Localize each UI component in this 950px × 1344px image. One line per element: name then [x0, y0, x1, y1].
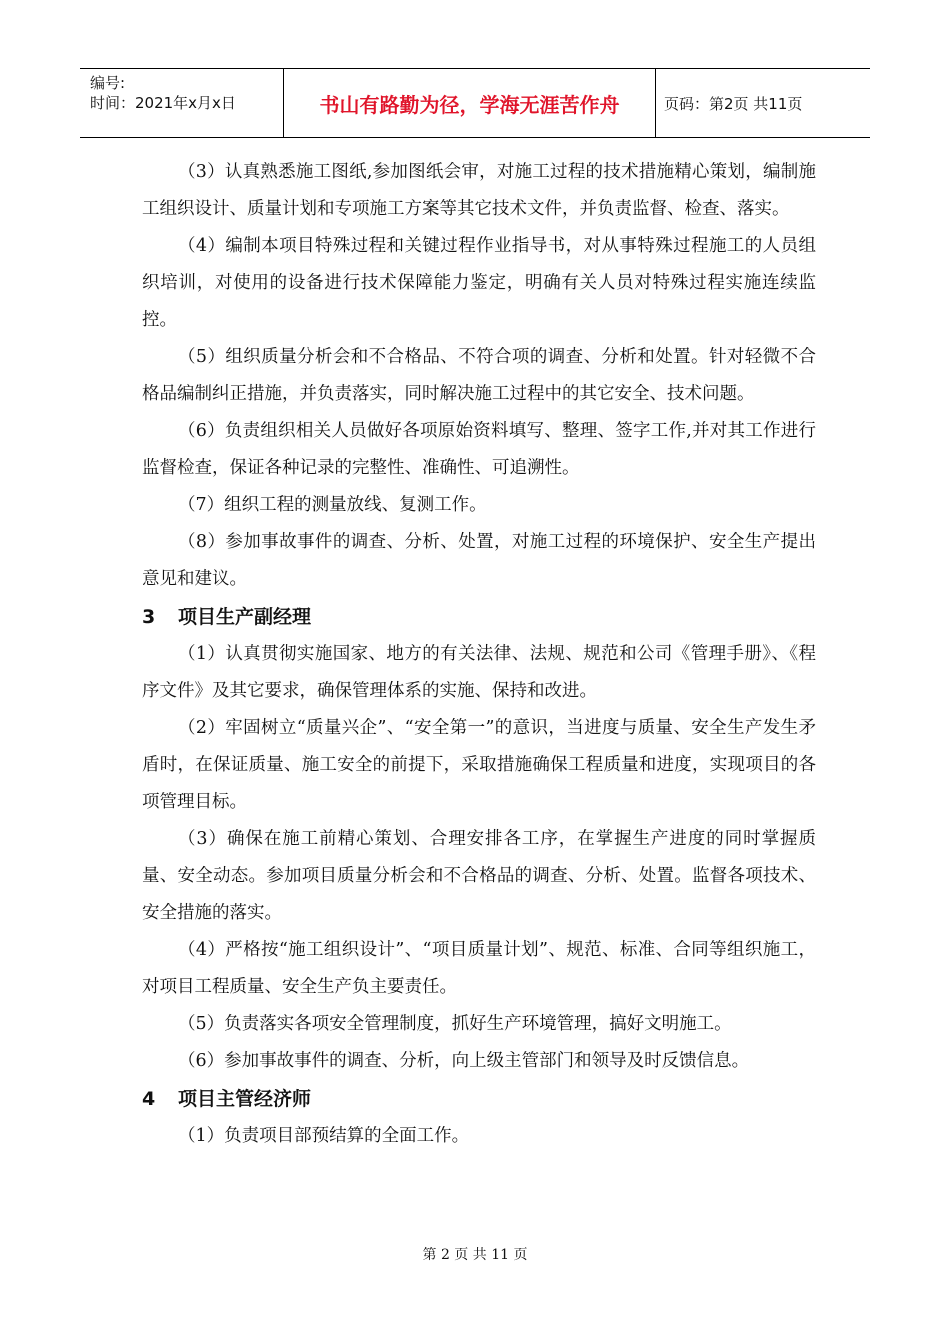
- date-label: 时间：2021年x月x日: [90, 94, 236, 112]
- paragraph: （1）认真贯彻实施国家、地方的有关法律、法规、规范和公司《管理手册》、《程序文件》及其它要求，确保管理体系的实施、保持和改进。: [142, 644, 816, 701]
- paragraph: （1）负责项目部预结算的全面工作。: [178, 1126, 470, 1146]
- section-heading-3: [142, 598, 816, 636]
- page-footer: 第 2 页 共 11 页: [422, 1247, 528, 1263]
- header-page-info: 页码：第2页 共11页: [664, 94, 803, 113]
- header-left: [80, 69, 283, 137]
- paragraph: （3）认真熟悉施工图纸,参加图纸会审，对施工过程的技术措施精心策划，编制施工组织设计、质量计划和专项施工方案等其它技术文件，并负责监督、检查、落实。: [142, 162, 816, 219]
- paragraph: （6）负责组织相关人员做好各项原始资料填写、整理、签字工作,并对其工作进行监督检查，保证各种记录的完整性、准确性、可追溯性。: [142, 421, 816, 478]
- page-header: [80, 68, 870, 138]
- section-number: 4: [142, 1088, 156, 1110]
- paragraph: （3）确保在施工前精心策划、合理安排各工序，在掌握生产进度的同时掌握质量、安全动态。参加项目质量分析会和不合格品的调查、分析、处置。监督各项技术、安全措施的落实。: [142, 829, 816, 923]
- section-number: 3: [142, 606, 156, 628]
- document-body: [142, 154, 816, 1155]
- number-label: 编号:: [90, 74, 126, 92]
- paragraph: （8）参加事故事件的调查、分析、处置，对施工过程的环境保护、安全生产提出意见和建议。: [142, 532, 816, 589]
- paragraph: （5）负责落实各项安全管理制度，抓好生产环境管理，搞好文明施工。: [178, 1014, 732, 1034]
- paragraph: （2）牢固树立“质量兴企”、“安全第一”的意识，当进度与质量、安全生产发生矛盾时，在保证质量、施工安全的前提下，采取措施确保工程质量和进度，实现项目的各项管理目标。: [142, 718, 816, 812]
- paragraph: （4）编制本项目特殊过程和关键过程作业指导书，对从事特殊过程施工的人员组织培训，对使用的设备进行技术保障能力鉴定，明确有关人员对特殊过程实施连续监控。: [142, 236, 816, 330]
- paragraph: （7）组织工程的测量放线、复测工作。: [178, 495, 487, 515]
- paragraph: （4）严格按“施工组织设计”、“项目质量计划”、规范、标准、合同等组织施工，对项目工程质量、安全生产负主要责任。: [142, 940, 816, 997]
- paragraph: （5）组织质量分析会和不合格品、不符合项的调查、分析和处置。针对轻微不合格品编制纠正措施，并负责落实，同时解决施工过程中的其它安全、技术问题。: [142, 347, 816, 404]
- section-heading-4: [142, 1080, 816, 1118]
- section-title: 项目主管经济师: [178, 1088, 312, 1110]
- section-title: 项目生产副经理: [178, 606, 312, 628]
- paragraph: （6）参加事故事件的调查、分析，向上级主管部门和领导及时反馈信息。: [178, 1051, 750, 1071]
- header-motto: 书山有路勤为径，学海无涯苦作舟: [283, 69, 656, 137]
